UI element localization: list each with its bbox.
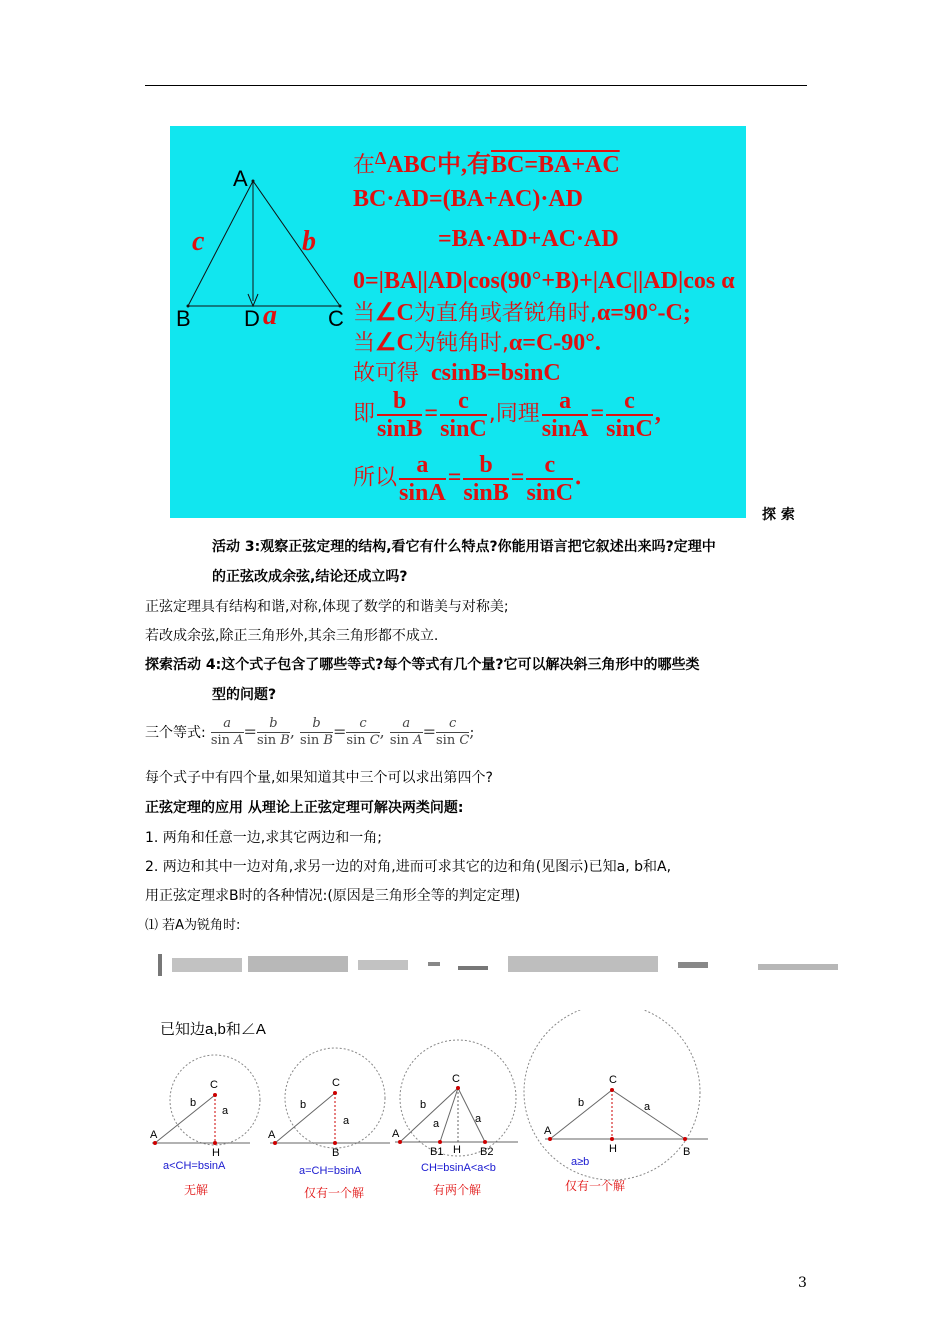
case2-condition: a=CH=bsinA [299,1165,362,1177]
svg-text:A: A [150,1129,158,1141]
diagram-title: 已知边a,b和∠A [160,1021,266,1038]
each-four: 每个式子中有四个量,如果知道其中三个可以求出第四个? [145,770,493,786]
svg-text:C: C [452,1073,460,1085]
sine-law-diagram [140,1010,720,1210]
activity4-line2: 型的问题? [212,687,277,703]
svg-text:H: H [212,1147,220,1159]
slide-line-4: 0=|BA||AD|cos(90°+B)+|AC||AD|cos α [353,268,735,294]
svg-text:a: a [433,1118,440,1130]
svg-text:H: H [453,1144,461,1156]
activity3-line1: 活动 3:观察正弦定理的结构,看它有什么特点?你能用语言把它叙述出来吗?定理中 [212,539,716,555]
side-b-label: b [302,226,316,257]
case1-result: 无解 [184,1183,209,1197]
svg-text:H: H [609,1143,617,1155]
slide-line-5: 当∠C为直角或者锐角时,α=90°-C; [353,300,691,326]
application-1: 1. 两角和任意一边,求其它两边和一角; [145,830,382,846]
case-1: ⑴ 若A为锐角时: [145,918,241,933]
slide-line-7: 故可得 csinB=bsinC [353,360,561,386]
svg-text:b: b [420,1099,427,1111]
svg-text:a: a [644,1101,651,1113]
svg-text:C: C [332,1077,340,1089]
slide-line-9: 所以 $\frac{a}{\sin A}$ = $\frac{b}{\sin B}$ = $\frac{c}{\sin C}$ . [353,452,582,506]
slide-line-2: BC·AD=(BA+AC)·AD [353,186,584,212]
page-number: 3 [798,1275,807,1291]
three-equations: 三个等式: $\frac{a}{\text{sin A}}$ = $\frac{b}{\text{sin B}}$ , $\frac{b}{\text{sin B}}$ = $\frac{c}{\text{sin C}}$ , $\frac{a}{\text{sin A}}$ = $\frac{c}{\text{sin C}}$ ; [145,716,475,748]
three-eq-label: 三个等式: [145,725,206,741]
vertex-d-label: D [244,306,260,331]
slide-line-1: 在$^\Delta$ABC中,有BC=BA+AC [353,148,620,178]
side-a-label: a [263,300,277,331]
svg-text:A: A [268,1129,276,1141]
svg-text:a: a [222,1105,229,1117]
case2-result: 仅有一个解 [304,1186,365,1200]
svg-text:A: A [544,1125,552,1137]
svg-text:A: A [392,1128,400,1140]
svg-text:C: C [210,1079,218,1091]
case4-condition: a≥b [571,1156,590,1168]
svg-text:B: B [332,1147,340,1159]
vertex-a-label: A [233,166,248,191]
vertex-b-label: B [176,306,191,331]
svg-text:a: a [343,1115,350,1127]
slide-line-6: 当∠C为钝角时,α=C-90°. [353,330,601,356]
slide-line-3: =BA·AD+AC·AD [438,226,619,252]
case1-condition: a<CH=bsinA [163,1160,226,1172]
activity3-line2: 的正弦改成余弦,结论还成立吗? [212,569,408,585]
svg-text:B1: B1 [430,1146,444,1158]
header-rule [145,85,807,86]
case4-result: 仅有一个解 [565,1179,626,1193]
case3-result: 有两个解 [433,1183,482,1197]
case3-condition: CH=bsinA<a<b [421,1162,496,1174]
svg-text:a: a [475,1113,482,1125]
slide-image [170,126,746,518]
application-2-line1: 2. 两边和其中一边对角,求另一边的对角,进而可求其它的边和角(见图示)已知a, b和A, [145,859,672,875]
svg-text:b: b [578,1097,585,1109]
side-c-label: c [192,226,205,257]
slide-line-8: 即 $\frac{b}{\sin B}$ = $\frac{c}{\sin C}$ ,同理 $\frac{a}{\sin A}$ = $\frac{c}{\sin C}$ , [353,388,661,442]
explore-tag: 探 索 [762,507,795,523]
svg-text:b: b [300,1099,307,1111]
answer-1: 正弦定理具有结构和谐,对称,体现了数学的和谐美与对称美; [145,599,509,615]
garbled-strip [158,952,843,978]
svg-text:C: C [609,1074,617,1086]
svg-text:B: B [683,1146,691,1158]
vertex-c-label: C [328,306,344,331]
answer-2: 若改成余弦,除正三角形外,其余三角形都不成立. [145,628,439,644]
svg-text:B2: B2 [480,1146,494,1158]
activity4-line1: 探索活动 4:这个式子包含了哪些等式?每个等式有几个量?它可以解决斜三角形中的哪些类 [145,657,700,673]
svg-text:b: b [190,1097,197,1109]
application-title: 正弦定理的应用 从理论上正弦定理可解决两类问题: [145,800,464,816]
application-2-line2: 用正弦定理求B时的各种情况:(原因是三角形全等的判定定理) [145,888,521,904]
